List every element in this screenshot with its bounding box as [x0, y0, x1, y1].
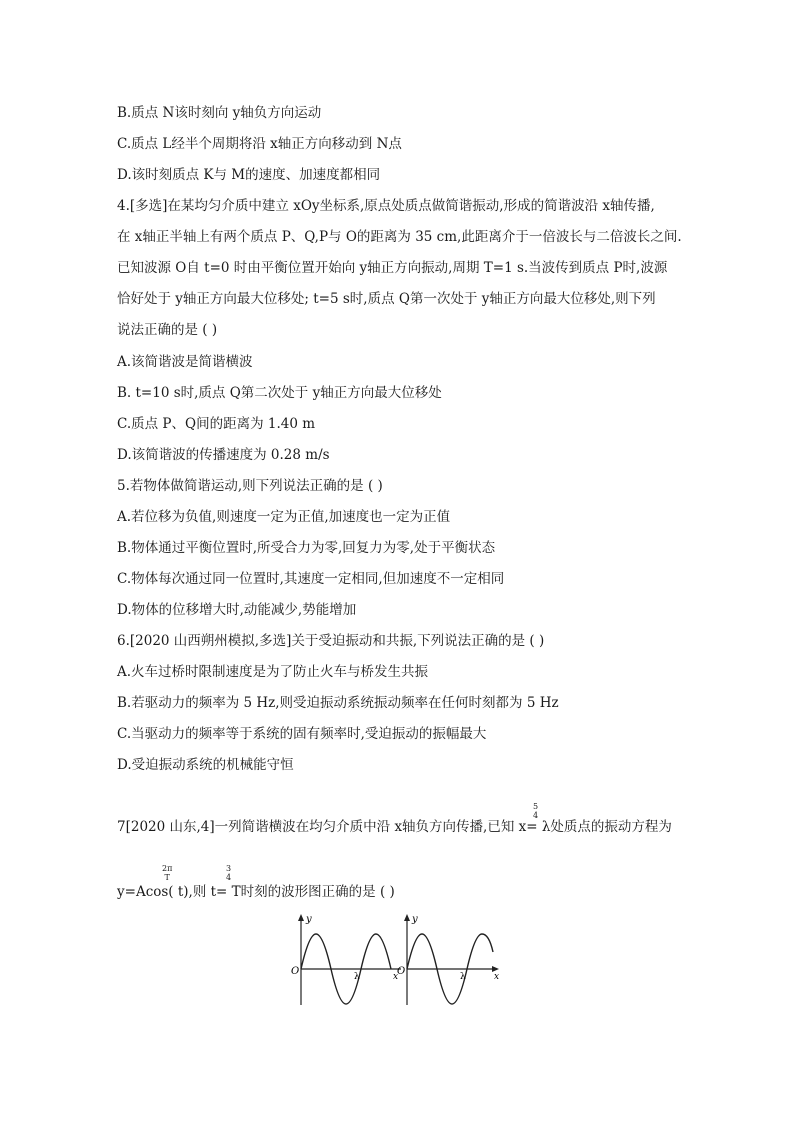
- origin-label-a: O: [291, 966, 300, 977]
- option-3c: C.质点 L经半个周期将沿 x轴正方向移动到 N点: [117, 136, 402, 152]
- question-4-line2: 在 x轴正半轴上有两个质点 P、Q,P与 O的距离为 35 cm,此距离介于一倍波长与二倍波长之间.: [117, 229, 682, 245]
- question-4-line5: 说法正确的是 ( ): [117, 322, 218, 338]
- option-3b: B.质点 N该时刻向 y轴负方向运动: [117, 105, 322, 121]
- option-4a: A.该简谐波是简谐横波: [117, 354, 253, 370]
- fraction-3-4: [226, 864, 231, 882]
- option-6c: C.当驱动力的频率等于系统的固有频率时,受迫振动的振幅最大: [117, 726, 487, 742]
- option-5c: C.物体每次通过同一位置时,其速度一定相同,但加速度不一定相同: [117, 571, 505, 587]
- question-4-line4: 恰好处于 y轴正方向最大位移处; t=5 s时,质点 Q第一次处于 y轴正方向最大位移处,则下列: [117, 291, 656, 307]
- option-6d: D.受迫振动系统的机械能守恒: [117, 757, 294, 773]
- y-axis-arrow-a: [298, 914, 304, 921]
- x-axis-label-a: x: [393, 972, 399, 982]
- y-axis-label-a: y: [306, 914, 312, 925]
- fraction-numerator: 5: [533, 802, 539, 811]
- x-axis-label-b: x: [494, 972, 500, 982]
- question-4-line1: 4.[多选]在某均匀介质中建立 xOy坐标系,原点处质点做简谐振动,形成的简谐波沿 x轴传播,: [117, 198, 655, 214]
- question-7-line1: 7[2020 山东,4]一列简谐横波在均匀介质中沿 x轴负方向传播,已知 x= λ处质点的振动方程为: [117, 819, 672, 835]
- fraction-denominator: 4: [533, 811, 539, 820]
- lambda-label-a: λ: [354, 972, 360, 982]
- y-axis-label-b: y: [412, 914, 418, 925]
- option-5d: D.物体的位移增大时,动能减少,势能增加: [117, 602, 357, 618]
- option-3d: D.该时刻质点 K与 M的速度、加速度都相同: [117, 167, 381, 183]
- fraction-2pi-T: [162, 864, 172, 882]
- option-4b: B. t=10 s时,质点 Q第二次处于 y轴正方向最大位移处: [117, 385, 442, 401]
- option-5a: A.若位移为负值,则速度一定为正值,加速度也一定为正值: [117, 509, 451, 525]
- fraction-numerator: 2π: [162, 864, 173, 873]
- waveform-diagram: [285, 912, 505, 1012]
- origin-label-b: O: [397, 966, 406, 977]
- question-7-line2: y=Acos( t),则 t= T时刻的波形图正确的是 ( ): [117, 884, 395, 900]
- question-6: 6.[2020 山西朔州模拟,多选]关于受迫振动和共振,下列说法正确的是 ( ): [117, 633, 545, 649]
- fraction-5-4: [533, 802, 538, 820]
- option-6a: A.火车过桥时限制速度是为了防止火车与桥发生共振: [117, 664, 429, 680]
- fraction-denominator: T: [164, 873, 170, 882]
- question-4-line3: 已知波源 O自 t=0 时由平衡位置开始向 y轴正方向振动,周期 T=1 s.当波传到质点 P时,波源: [117, 260, 668, 276]
- lambda-label-b: λ: [460, 972, 466, 982]
- question-5: 5.若物体做简谐运动,则下列说法正确的是 ( ): [117, 478, 383, 494]
- option-6b: B.若驱动力的频率为 5 Hz,则受迫振动系统振动频率在任何时刻都为 5 Hz: [117, 695, 559, 711]
- option-5b: B.物体通过平衡位置时,所受合力为零,回复力为零,处于平衡状态: [117, 540, 496, 556]
- y-axis-arrow-b: [404, 914, 410, 921]
- option-4c: C.质点 P、Q间的距离为 1.40 m: [117, 416, 316, 432]
- waveform-figure: [285, 912, 505, 1016]
- fraction-numerator: 3: [226, 864, 232, 873]
- fraction-denominator: 4: [226, 873, 232, 882]
- option-4d: D.该简谐波的传播速度为 0.28 m/s: [117, 447, 330, 463]
